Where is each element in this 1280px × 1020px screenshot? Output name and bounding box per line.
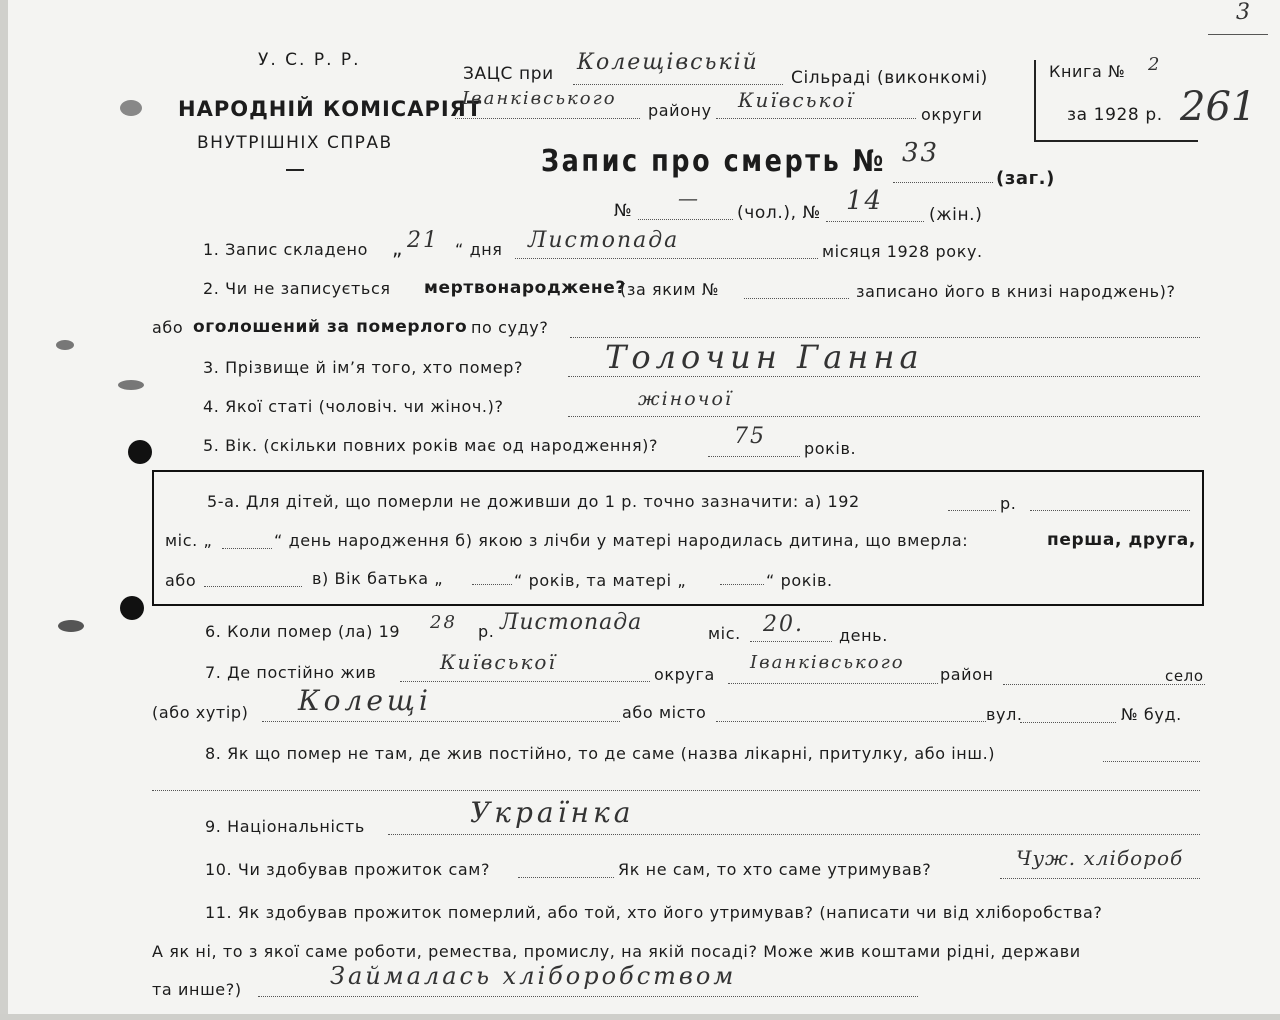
field-5a-line1: 5-а. Для дітей, що померли не доживши до 1 р. точно зазначити: а) 192: [207, 492, 860, 511]
field-11-line3: та инше?): [152, 980, 242, 999]
field-6-month-label: міс.: [708, 624, 741, 643]
field-6-label: 6. Коли помер (ла) 19: [205, 622, 401, 641]
field-5-age-handwritten: 75: [734, 424, 766, 449]
field-4-sex-handwritten: жіночої: [638, 388, 733, 410]
field-5a-month-line: [222, 548, 272, 549]
okrug-label: округи: [921, 105, 983, 124]
field-3-label: 3. Прізвище й ім’я того, хто помер?: [203, 358, 524, 377]
binding-hole-mark: [120, 100, 142, 116]
field-5-line: [708, 456, 800, 457]
record-number-handwritten: 33: [902, 138, 940, 168]
field-10-supporter-label: Як не сам, то хто саме утримував?: [618, 860, 932, 879]
header-divider: [286, 169, 304, 171]
field-10-label: 10. Чи здобував прожиток сам?: [205, 860, 491, 879]
field-6-day-label: день.: [839, 626, 888, 645]
field-7-selo-label: село: [1165, 667, 1204, 685]
field-10-self-line: [518, 877, 614, 878]
field-5a-mother: “ років, та матері „: [514, 571, 687, 590]
field-1-day-label: “ дня: [455, 240, 503, 259]
field-11-line: [258, 996, 918, 997]
field-10-supporter-handwritten: Чуж. хлібороб: [1016, 846, 1184, 870]
field-7-raion-line: [728, 683, 938, 684]
field-6-day-line: [750, 641, 832, 642]
binding-hole-mark: [56, 340, 74, 350]
field-11-occupation-handwritten: Займалась хліборобством: [330, 962, 737, 990]
field-7-okrug-handwritten: Київської: [440, 650, 557, 674]
field-2b-declared-dead: оголошений за померлого: [193, 317, 468, 337]
field-7-label: 7. Де постійно жив: [205, 663, 377, 682]
district-label: району: [648, 101, 712, 120]
total-label: (заг.): [996, 168, 1055, 189]
field-2-birth-book-no: (за яким №: [620, 280, 720, 299]
zags-village-handwritten: Колещівській: [577, 50, 759, 75]
field-5a-birthday: “ день народження б) якою з лічби у матері народилась дитина, що вмерла:: [274, 531, 969, 550]
field-11-line2: А як ні, то з якої саме роботи, ремества, промислу, на якій посаді? Може жив коштами рідні, держави: [152, 942, 1081, 961]
field-2-no-line: [744, 298, 849, 299]
field-1-label: 1. Запис складено: [203, 240, 369, 259]
book-year: за 1928 р.: [1067, 105, 1163, 125]
field-1-open-quote: „: [392, 236, 403, 260]
corner-mark-handwritten: 3: [1236, 0, 1252, 25]
district-line: [455, 118, 640, 119]
field-3-name-handwritten: Толочин Ганна: [605, 338, 924, 376]
field-7-raion-handwritten: Іванківського: [750, 652, 905, 673]
field-5a-father: в) Вік батька „: [312, 569, 444, 588]
field-5-label: 5. Вік. (скільки повних років має од народження)?: [203, 436, 659, 455]
female-label: (жін.): [929, 205, 983, 225]
field-3-line: [568, 376, 1200, 377]
field-7b-city-line: [716, 721, 986, 722]
male-number-handwritten: —: [678, 186, 700, 210]
field-6-year-handwritten: 28: [430, 612, 457, 633]
okrug-handwritten: Київської: [738, 88, 855, 112]
zags-village-line: [573, 84, 783, 85]
page-number-handwritten: 261: [1180, 84, 1257, 130]
field-8-label: 8. Як що помер не там, де жив постійно, то де саме (назва лікарні, притулку, або інш.): [205, 744, 996, 763]
field-1-day-handwritten: 21: [407, 228, 439, 253]
zags-suffix: Сільраді (виконкомі): [791, 68, 988, 88]
field-5a-month-label: міс. „: [165, 531, 213, 550]
field-1-suffix: місяця 1928 року.: [822, 242, 983, 261]
field-5a-years: “ років.: [766, 571, 833, 590]
field-7b-city-label: або місто: [622, 703, 707, 722]
page-bottom-edge: [0, 1014, 1280, 1020]
binding-hole-mark: [118, 380, 144, 390]
field-7b-street-label: вул.: [986, 705, 1023, 724]
field-2-stillborn: мертвонароджене?: [424, 278, 626, 298]
field-9-label: 9. Національність: [205, 817, 365, 836]
field-1-month-line: [515, 258, 818, 259]
field-5a-mother-line: [720, 584, 764, 585]
field-6-year-suffix: р.: [478, 622, 495, 641]
field-2-suffix: записано його в книзі народжень)?: [856, 282, 1176, 301]
zags-prefix: ЗАЦС при: [463, 64, 554, 84]
field-5a-or: або: [165, 571, 197, 590]
internal-affairs-subtitle: ВНУТРІШНІХ СПРАВ: [197, 133, 393, 153]
field-8-line-end: [1103, 761, 1200, 762]
book-number-handwritten: 2: [1148, 54, 1162, 75]
field-7b-village-line: [262, 721, 620, 722]
field-6-month-handwritten: Листопада: [500, 610, 643, 635]
field-5-suffix: років.: [804, 439, 857, 458]
district-handwritten: Іванківського: [462, 88, 617, 109]
commissariat-title: НАРОДНІЙ КОМІСАРІЯТ: [178, 97, 483, 121]
binding-hole-mark: [58, 620, 84, 632]
binding-hole: [120, 596, 144, 620]
record-number-line: [893, 182, 993, 183]
field-8-line: [152, 790, 1200, 791]
male-number-line: [638, 219, 733, 220]
field-7b-street-line: [1020, 722, 1116, 723]
okrug-line: [716, 118, 916, 119]
field-11-line1: 11. Як здобував прожиток померлий, або той, хто його утримував? (написати чи від хліборобства?: [205, 903, 1103, 922]
record-title: Запис про смерть №: [541, 144, 886, 179]
field-9-line: [388, 834, 1200, 835]
field-7-raion-label: район: [940, 665, 994, 684]
binding-hole: [128, 440, 152, 464]
female-number-line: [826, 221, 924, 222]
ussr-header: У. С. Р. Р.: [258, 50, 361, 70]
field-4-line: [568, 416, 1200, 417]
field-7b-village-handwritten: Колещі: [298, 684, 432, 717]
field-2b-court: по суду?: [471, 318, 549, 337]
field-2-label: 2. Чи не записується: [203, 279, 391, 298]
field-2b-prefix: або: [152, 318, 184, 337]
field-7b-khutir: (або хутір): [152, 703, 249, 722]
page-edge: [0, 0, 8, 1020]
field-5a-or-line: [204, 586, 302, 587]
field-10-supporter-line: [1000, 878, 1200, 879]
field-6-day-handwritten: 20.: [763, 612, 804, 637]
field-1-month-handwritten: Листопада: [528, 228, 680, 253]
book-label: Книга №: [1049, 62, 1126, 81]
field-9-nationality-handwritten: Українка: [470, 796, 635, 829]
field-7-selo-line: [1003, 684, 1205, 685]
field-5a-year-line: [948, 510, 996, 511]
field-5a-order: перша, друга,: [1047, 530, 1196, 550]
male-label: (чол.), №: [737, 203, 821, 223]
field-5a-father-line: [472, 584, 512, 585]
field-4-label: 4. Якої статі (чоловіч. чи жіноч.)?: [203, 397, 504, 416]
female-number-handwritten: 14: [846, 186, 884, 216]
field-5a-year-suffix: р.: [1000, 494, 1017, 513]
no-label: №: [614, 201, 633, 221]
field-7b-building-label: № буд.: [1121, 705, 1182, 724]
field-5a-extra-line: [1030, 510, 1190, 511]
field-7-okrug-label: округа: [654, 665, 715, 684]
corner-mark-line: [1208, 34, 1268, 35]
field-7-okrug-line: [400, 681, 650, 682]
